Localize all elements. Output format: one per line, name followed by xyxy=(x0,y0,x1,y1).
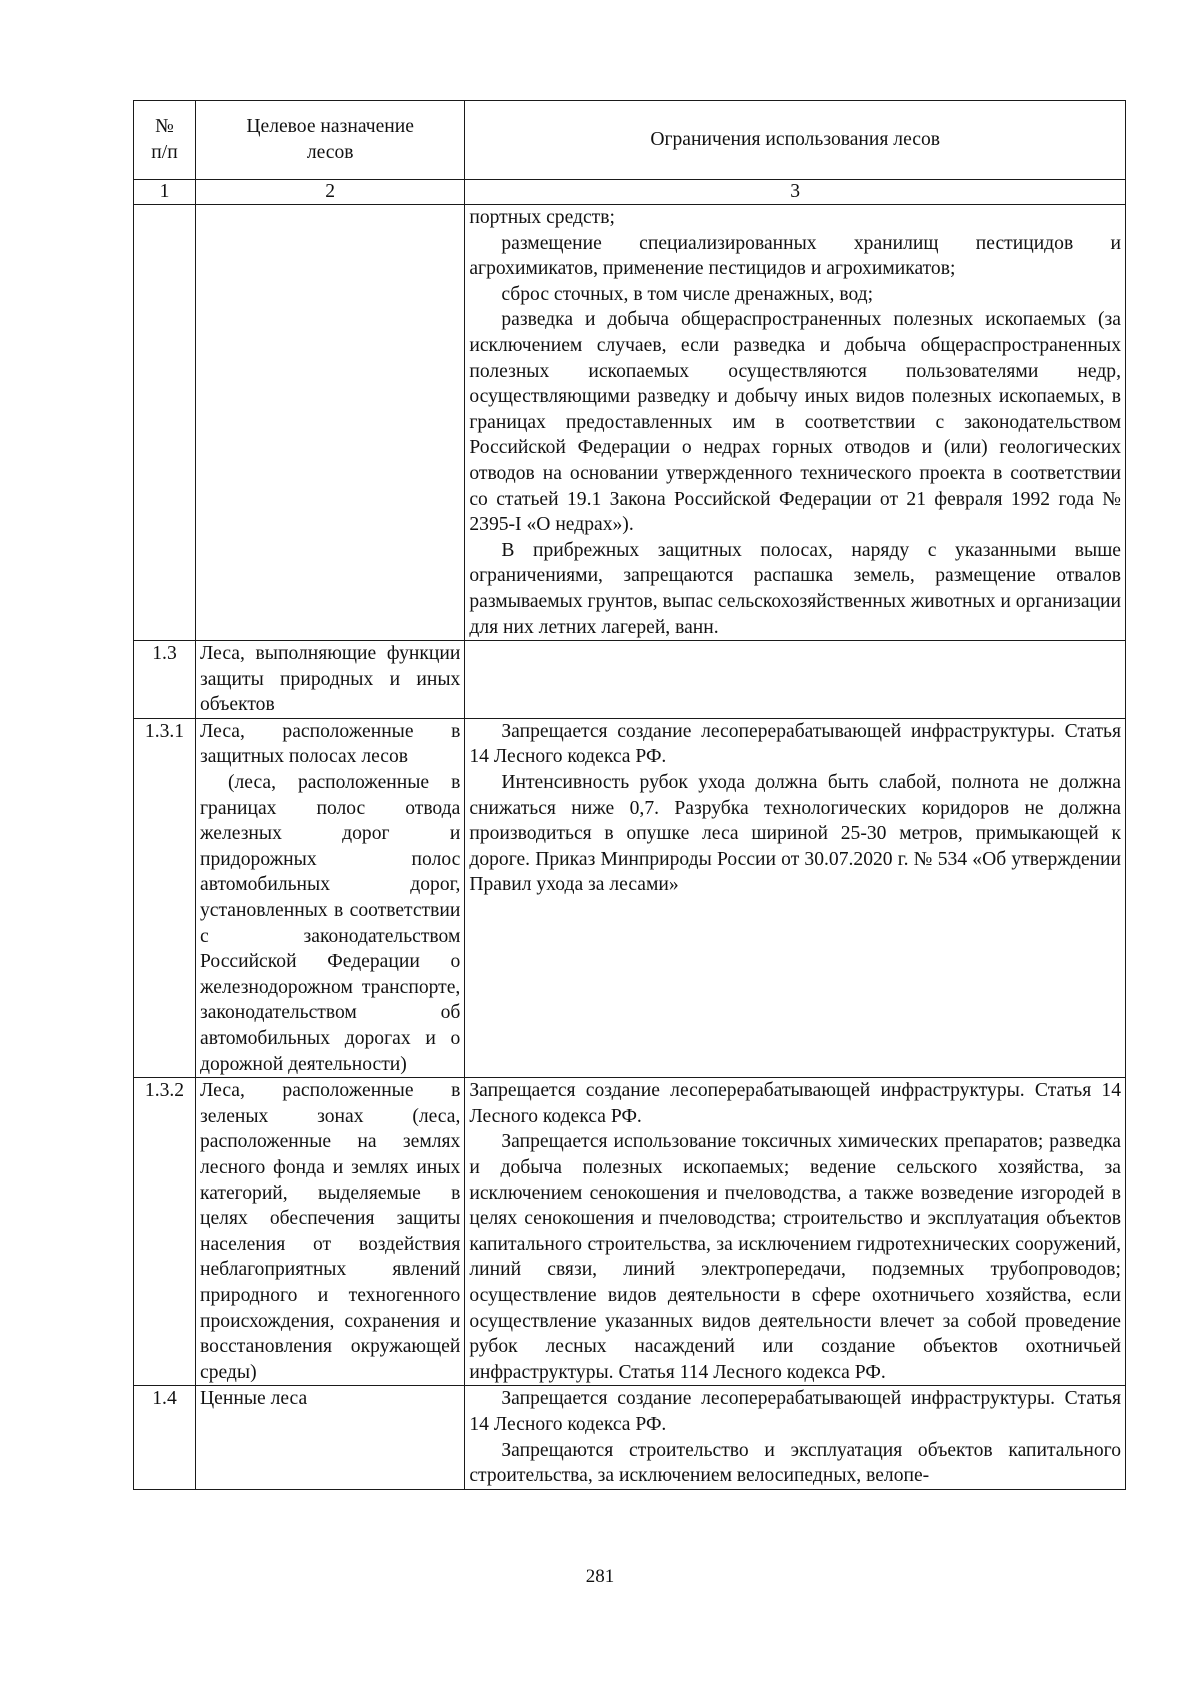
header-number: № п/п xyxy=(134,101,196,180)
table-row xyxy=(134,1386,1126,1489)
table-row xyxy=(134,718,1126,1077)
row-number-cell: 1.4 xyxy=(134,1386,196,1489)
restriction-paragraph: сброс сточных, в том числе дренажных, вод; xyxy=(501,283,874,305)
forest-purpose-cell xyxy=(196,718,465,1077)
restrictions-cell xyxy=(465,205,1126,641)
header-restrictions: Ограничения использования лесов xyxy=(465,101,1126,180)
restrictions-cell xyxy=(465,641,1126,719)
purpose-paragraph: Ценные леса xyxy=(200,1388,308,1410)
purpose-paragraph: Леса, выполняющие функции защиты природных и иных объектов xyxy=(200,643,461,716)
column-number: 3 xyxy=(465,180,1126,205)
restriction-paragraph: Запрещается создание лесоперерабатывающей инфраструктуры. Статья 14 Лесного кодекса РФ. xyxy=(469,720,1121,768)
restriction-paragraph: разведка и добыча общераспространенных полезных ископаемых (за исключением случаев, если разведка и добыча общераспространенных полезных ископаемых осуществляются пользователями недр, осуществляющими разведку и добычу иных видов полезных ископаемых, в границах предоставленных им в соответствии с законодательством Российской Федерации о недрах горных отводов и (или) геологических отводов на основании утвержденного технического проекта в соответствии со статьей 19.1 Закона Российской Федерации от 21 февраля 1992 года № 2395-I «О недрах»). xyxy=(469,309,1121,536)
table-row xyxy=(134,205,1126,641)
forest-purpose-cell xyxy=(196,1386,465,1489)
restrictions-cell xyxy=(465,1078,1126,1386)
column-numbering-row xyxy=(134,180,1126,205)
restriction-paragraph: Запрещается использование токсичных химических препаратов; разведка и добыча полезных ископаемых; ведение сельского хозяйства, за исключением сенокошения и пчеловодства, а также возведение изгородей в целях сенокошения и пчеловодства; строительство и эксплуатация объектов капитального строительства, за исключением гидротехнических сооружений, линий связи, линий электропередачи, подземных трубопроводов; осуществление видов деятельности в сфере охотничьего хозяйства, если осуществление указанных видов деятельности влечет за собой проведение рубок лесных насаждений или создание объектов охотничьей инфраструктуры. Статья 114 Лесного кодекса РФ. xyxy=(469,1131,1121,1383)
purpose-paragraph: (леса, расположенные в границах полос отвода железных дорог и придорожных полос автомобильных дорог, установленных в соответствии с законодательством Российской Федерации о железнодорожном транспорте, законодательством об автомобильных дорогах и о дорожной деятельности) xyxy=(200,772,461,1075)
column-number: 2 xyxy=(196,180,465,205)
purpose-paragraph: Леса, расположенные в зеленых зонах (леса, расположенные на землях лесного фонда и землях иных категорий, выделяемые в целях обеспечения защиты населения от воздействия неблагоприятных явлений природного и техногенного происхождения, сохранения и восстановления окружающей среды) xyxy=(200,1080,461,1383)
row-number-cell xyxy=(134,205,196,641)
row-number-cell: 1.3 xyxy=(134,641,196,719)
forest-purpose-cell xyxy=(196,1078,465,1386)
row-number-cell: 1.3.1 xyxy=(134,718,196,1077)
restrictions-table xyxy=(133,100,1126,1490)
restriction-paragraph: Запрещается создание лесоперерабатывающей инфраструктуры. Статья 14 Лесного кодекса РФ. xyxy=(469,1388,1121,1435)
forest-purpose-cell xyxy=(196,641,465,719)
restriction-paragraph: В прибрежных защитных полосах, наряду с указанными выше ограничениями, запрещаются распашка земель, размещение отвалов размываемых грунтов, выпас сельскохозяйственных животных и организации для них летних лагерей, ванн. xyxy=(469,539,1121,638)
page-number: 281 xyxy=(585,1566,615,1587)
restrictions-cell xyxy=(465,718,1126,1077)
restriction-paragraph: размещение специализированных хранилищ пестицидов и агрохимикатов, применение пестицидов и агрохимикатов; xyxy=(469,232,1121,280)
restriction-paragraph: Запрещается создание лесоперерабатывающей инфраструктуры. Статья 14 Лесного кодекса РФ. xyxy=(469,1080,1121,1127)
restrictions-cell xyxy=(465,1386,1126,1489)
forest-purpose-cell xyxy=(196,205,465,641)
table-row xyxy=(134,1078,1126,1386)
restriction-paragraph: портных средств; xyxy=(469,207,615,228)
purpose-paragraph: Леса, расположенные в защитных полосах лесов xyxy=(200,720,461,768)
restriction-paragraph: Интенсивность рубок ухода должна быть слабой, полнота не должна снижаться ниже 0,7. Разрубка технологических коридоров не должна производиться в опушке леса шириной 25-30 метров, примыкающей к дороге. Приказ Минприроды России от 30.07.2020 г. № 534 «Об утверждении Правил ухода за лесами» xyxy=(469,772,1121,896)
table-row xyxy=(134,641,1126,719)
header-purpose: Целевое назначение лесов xyxy=(196,101,465,180)
row-number-cell: 1.3.2 xyxy=(134,1078,196,1386)
restriction-paragraph: Запрещаются строительство и эксплуатация объектов капитального строительства, за исключением велосипедных, велопе- xyxy=(469,1439,1121,1487)
table-header-row xyxy=(134,101,1126,180)
column-number: 1 xyxy=(134,180,196,205)
